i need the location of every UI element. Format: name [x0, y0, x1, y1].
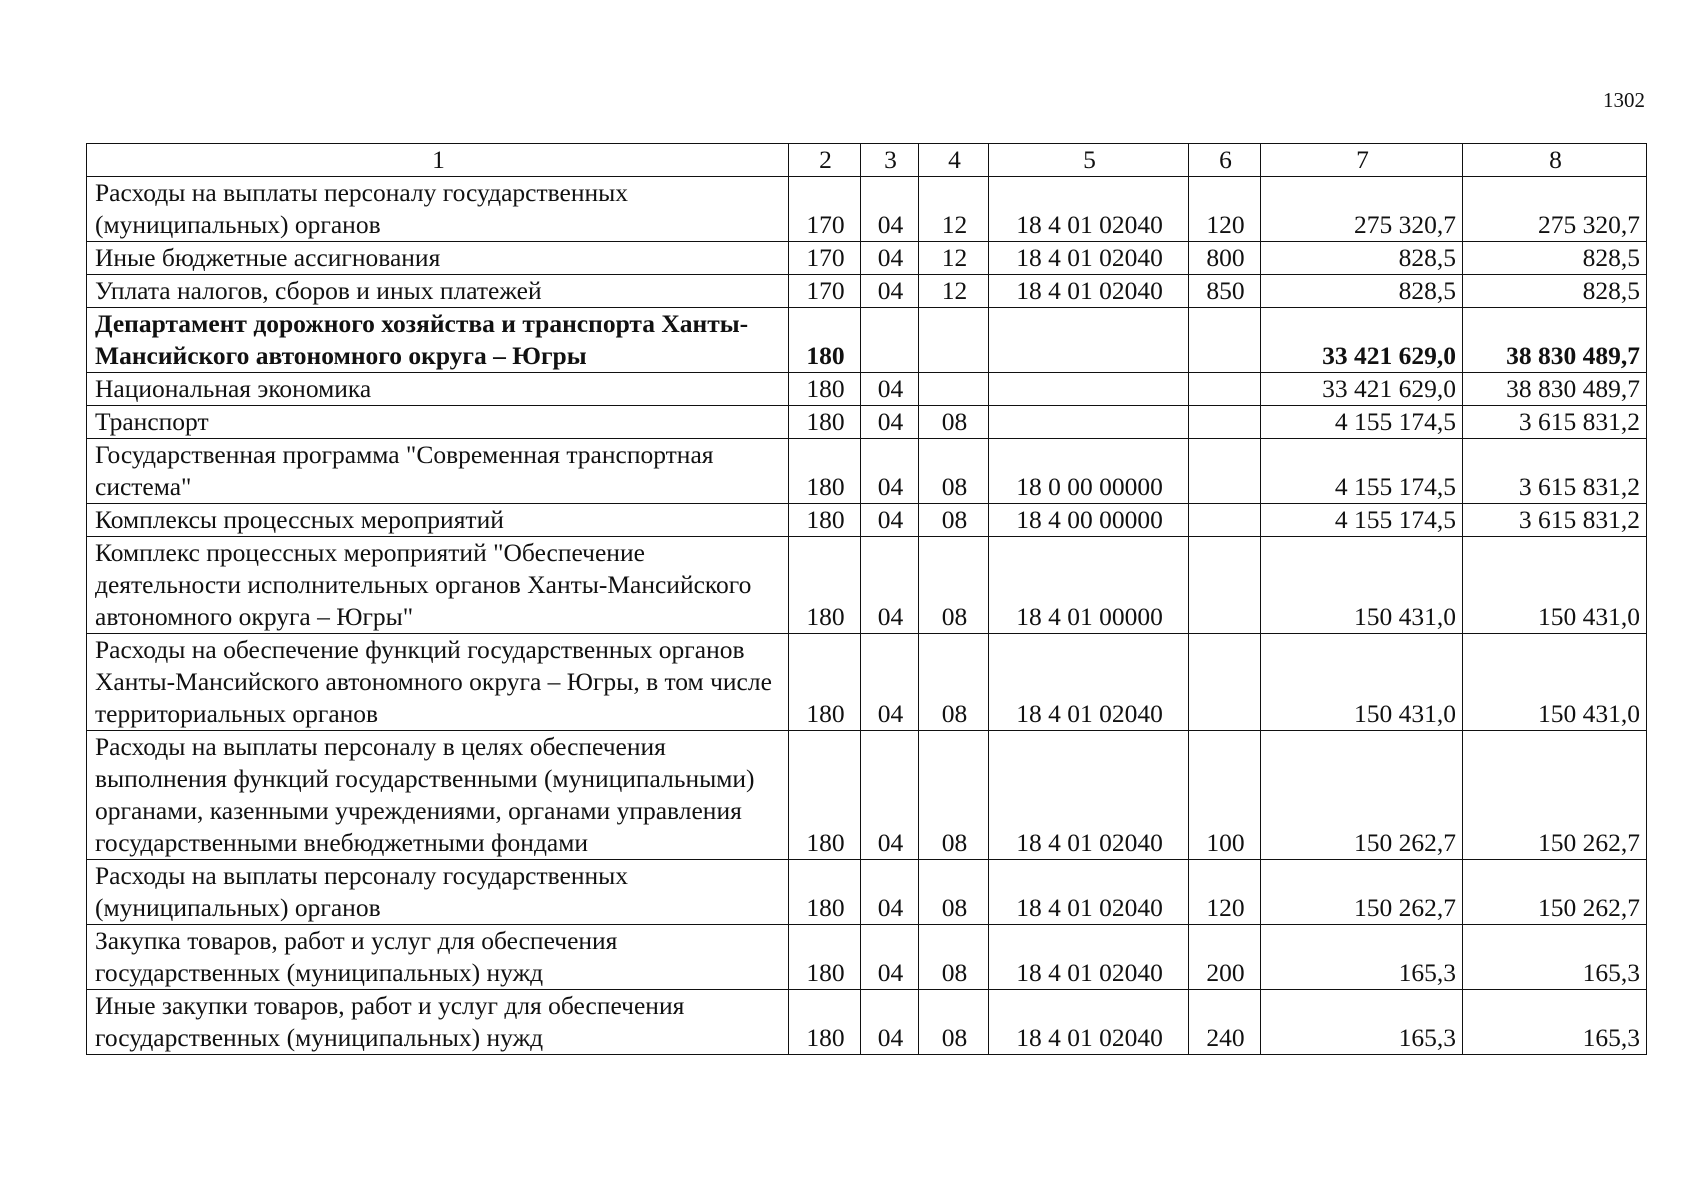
section-code-cell: 04: [861, 177, 919, 242]
page-number: 1302: [1603, 88, 1645, 112]
ministry-code-cell: 180: [789, 373, 861, 406]
section-code-cell: 04: [861, 275, 919, 308]
ministry-code-cell: 180: [789, 634, 861, 731]
item-name-cell: Транспорт: [87, 406, 789, 439]
header-row: [87, 144, 1647, 177]
amount-year1-cell: 150 262,7: [1261, 860, 1463, 925]
amount-year1-cell: 828,5: [1261, 275, 1463, 308]
amount-year2-cell: 150 431,0: [1463, 634, 1647, 731]
subsection-code-cell: 08: [919, 990, 989, 1055]
section-code-cell: 04: [861, 990, 919, 1055]
table-row: [87, 925, 1647, 990]
amount-year2-cell: 150 431,0: [1463, 537, 1647, 634]
expense-type-cell: [1189, 308, 1261, 373]
section-code-cell: 04: [861, 373, 919, 406]
table-row: [87, 308, 1647, 373]
target-article-cell: 18 4 01 02040: [989, 990, 1189, 1055]
amount-year2-cell: 828,5: [1463, 275, 1647, 308]
column-header: 6: [1189, 144, 1261, 177]
expense-type-cell: [1189, 537, 1261, 634]
column-header: 8: [1463, 144, 1647, 177]
section-code-cell: 04: [861, 406, 919, 439]
item-name-cell: Комплекс процессных мероприятий "Обеспечение деятельности исполнительных органов Ханты-Мансийского автономного округа – Югры": [87, 537, 789, 634]
table-row: [87, 439, 1647, 504]
amount-year1-cell: 165,3: [1261, 990, 1463, 1055]
item-name-cell: Государственная программа "Современная транспортная система": [87, 439, 789, 504]
ministry-code-cell: 180: [789, 537, 861, 634]
amount-year2-cell: 150 262,7: [1463, 860, 1647, 925]
column-header: 4: [919, 144, 989, 177]
expense-type-cell: [1189, 373, 1261, 406]
amount-year2-cell: 165,3: [1463, 990, 1647, 1055]
table-row: [87, 537, 1647, 634]
subsection-code-cell: 08: [919, 504, 989, 537]
section-code-cell: 04: [861, 537, 919, 634]
column-header: 2: [789, 144, 861, 177]
expense-type-cell: [1189, 406, 1261, 439]
expense-type-cell: [1189, 634, 1261, 731]
subsection-code-cell: 12: [919, 242, 989, 275]
amount-year2-cell: 38 830 489,7: [1463, 308, 1647, 373]
amount-year1-cell: 150 431,0: [1261, 634, 1463, 731]
expense-type-cell: 120: [1189, 177, 1261, 242]
amount-year2-cell: 3 615 831,2: [1463, 439, 1647, 504]
item-name-cell: Расходы на обеспечение функций государственных органов Ханты-Мансийского автономного округа – Югры, в том числе территориальных органов: [87, 634, 789, 731]
amount-year2-cell: 828,5: [1463, 242, 1647, 275]
table-row: [87, 177, 1647, 242]
ministry-code-cell: 170: [789, 177, 861, 242]
table-body: [87, 177, 1647, 1055]
amount-year2-cell: 165,3: [1463, 925, 1647, 990]
table-row: [87, 990, 1647, 1055]
target-article-cell: [989, 308, 1189, 373]
item-name-cell: Расходы на выплаты персоналу в целях обеспечения выполнения функций государственными (муниципальными) органами, казенными учреждениями, органами управления государственными внебюджетными фондами: [87, 731, 789, 860]
item-name-cell: Расходы на выплаты персоналу государственных (муниципальных) органов: [87, 860, 789, 925]
column-header: 7: [1261, 144, 1463, 177]
ministry-code-cell: 180: [789, 990, 861, 1055]
amount-year2-cell: 38 830 489,7: [1463, 373, 1647, 406]
section-code-cell: 04: [861, 731, 919, 860]
amount-year1-cell: 4 155 174,5: [1261, 439, 1463, 504]
section-code-cell: 04: [861, 242, 919, 275]
section-code-cell: 04: [861, 504, 919, 537]
subsection-code-cell: 12: [919, 275, 989, 308]
ministry-code-cell: 180: [789, 731, 861, 860]
amount-year2-cell: 150 262,7: [1463, 731, 1647, 860]
target-article-cell: [989, 406, 1189, 439]
table-row: [87, 504, 1647, 537]
amount-year1-cell: 828,5: [1261, 242, 1463, 275]
target-article-cell: [989, 373, 1189, 406]
expense-type-cell: 800: [1189, 242, 1261, 275]
amount-year2-cell: 3 615 831,2: [1463, 504, 1647, 537]
item-name-cell: Закупка товаров, работ и услуг для обеспечения государственных (муниципальных) нужд: [87, 925, 789, 990]
expense-type-cell: 240: [1189, 990, 1261, 1055]
column-header: 5: [989, 144, 1189, 177]
table-row: [87, 860, 1647, 925]
subsection-code-cell: 08: [919, 731, 989, 860]
subsection-code-cell: 08: [919, 439, 989, 504]
ministry-code-cell: 170: [789, 242, 861, 275]
item-name-cell: Иные бюджетные ассигнования: [87, 242, 789, 275]
target-article-cell: 18 4 00 00000: [989, 504, 1189, 537]
amount-year1-cell: 33 421 629,0: [1261, 308, 1463, 373]
section-code-cell: 04: [861, 634, 919, 731]
ministry-code-cell: 180: [789, 406, 861, 439]
target-article-cell: 18 4 01 02040: [989, 731, 1189, 860]
amount-year1-cell: 165,3: [1261, 925, 1463, 990]
amount-year1-cell: 4 155 174,5: [1261, 504, 1463, 537]
subsection-code-cell: 08: [919, 925, 989, 990]
expense-type-cell: [1189, 439, 1261, 504]
subsection-code-cell: 08: [919, 537, 989, 634]
target-article-cell: 18 4 01 00000: [989, 537, 1189, 634]
expense-type-cell: 100: [1189, 731, 1261, 860]
ministry-code-cell: 180: [789, 860, 861, 925]
ministry-code-cell: 180: [789, 439, 861, 504]
subsection-code-cell: 12: [919, 177, 989, 242]
section-code-cell: 04: [861, 925, 919, 990]
target-article-cell: 18 4 01 02040: [989, 242, 1189, 275]
subsection-code-cell: [919, 308, 989, 373]
expense-type-cell: 120: [1189, 860, 1261, 925]
section-code-cell: 04: [861, 860, 919, 925]
table-row: [87, 275, 1647, 308]
target-article-cell: 18 4 01 02040: [989, 860, 1189, 925]
target-article-cell: 18 0 00 00000: [989, 439, 1189, 504]
item-name-cell: Расходы на выплаты персоналу государственных (муниципальных) органов: [87, 177, 789, 242]
table-row: [87, 373, 1647, 406]
table-row: [87, 242, 1647, 275]
item-name-cell: Комплексы процессных мероприятий: [87, 504, 789, 537]
amount-year1-cell: 150 262,7: [1261, 731, 1463, 860]
amount-year1-cell: 4 155 174,5: [1261, 406, 1463, 439]
item-name-cell: Департамент дорожного хозяйства и транспорта Ханты-Мансийского автономного округа – Югры: [87, 308, 789, 373]
subsection-code-cell: 08: [919, 634, 989, 731]
target-article-cell: 18 4 01 02040: [989, 634, 1189, 731]
table-header: [87, 144, 1647, 177]
ministry-code-cell: 170: [789, 275, 861, 308]
expense-type-cell: [1189, 504, 1261, 537]
budget-table: [86, 143, 1647, 1055]
target-article-cell: 18 4 01 02040: [989, 177, 1189, 242]
ministry-code-cell: 180: [789, 925, 861, 990]
ministry-code-cell: 180: [789, 308, 861, 373]
amount-year1-cell: 150 431,0: [1261, 537, 1463, 634]
section-code-cell: [861, 308, 919, 373]
ministry-code-cell: 180: [789, 504, 861, 537]
table-row: [87, 634, 1647, 731]
column-header: 3: [861, 144, 919, 177]
amount-year1-cell: 275 320,7: [1261, 177, 1463, 242]
amount-year2-cell: 275 320,7: [1463, 177, 1647, 242]
section-code-cell: 04: [861, 439, 919, 504]
subsection-code-cell: 08: [919, 406, 989, 439]
expense-type-cell: 850: [1189, 275, 1261, 308]
item-name-cell: Национальная экономика: [87, 373, 789, 406]
subsection-code-cell: 08: [919, 860, 989, 925]
table-row: [87, 731, 1647, 860]
amount-year1-cell: 33 421 629,0: [1261, 373, 1463, 406]
amount-year2-cell: 3 615 831,2: [1463, 406, 1647, 439]
column-header: 1: [87, 144, 789, 177]
expense-type-cell: 200: [1189, 925, 1261, 990]
target-article-cell: 18 4 01 02040: [989, 275, 1189, 308]
table-row: [87, 406, 1647, 439]
item-name-cell: Иные закупки товаров, работ и услуг для обеспечения государственных (муниципальных) нужд: [87, 990, 789, 1055]
target-article-cell: 18 4 01 02040: [989, 925, 1189, 990]
item-name-cell: Уплата налогов, сборов и иных платежей: [87, 275, 789, 308]
subsection-code-cell: [919, 373, 989, 406]
